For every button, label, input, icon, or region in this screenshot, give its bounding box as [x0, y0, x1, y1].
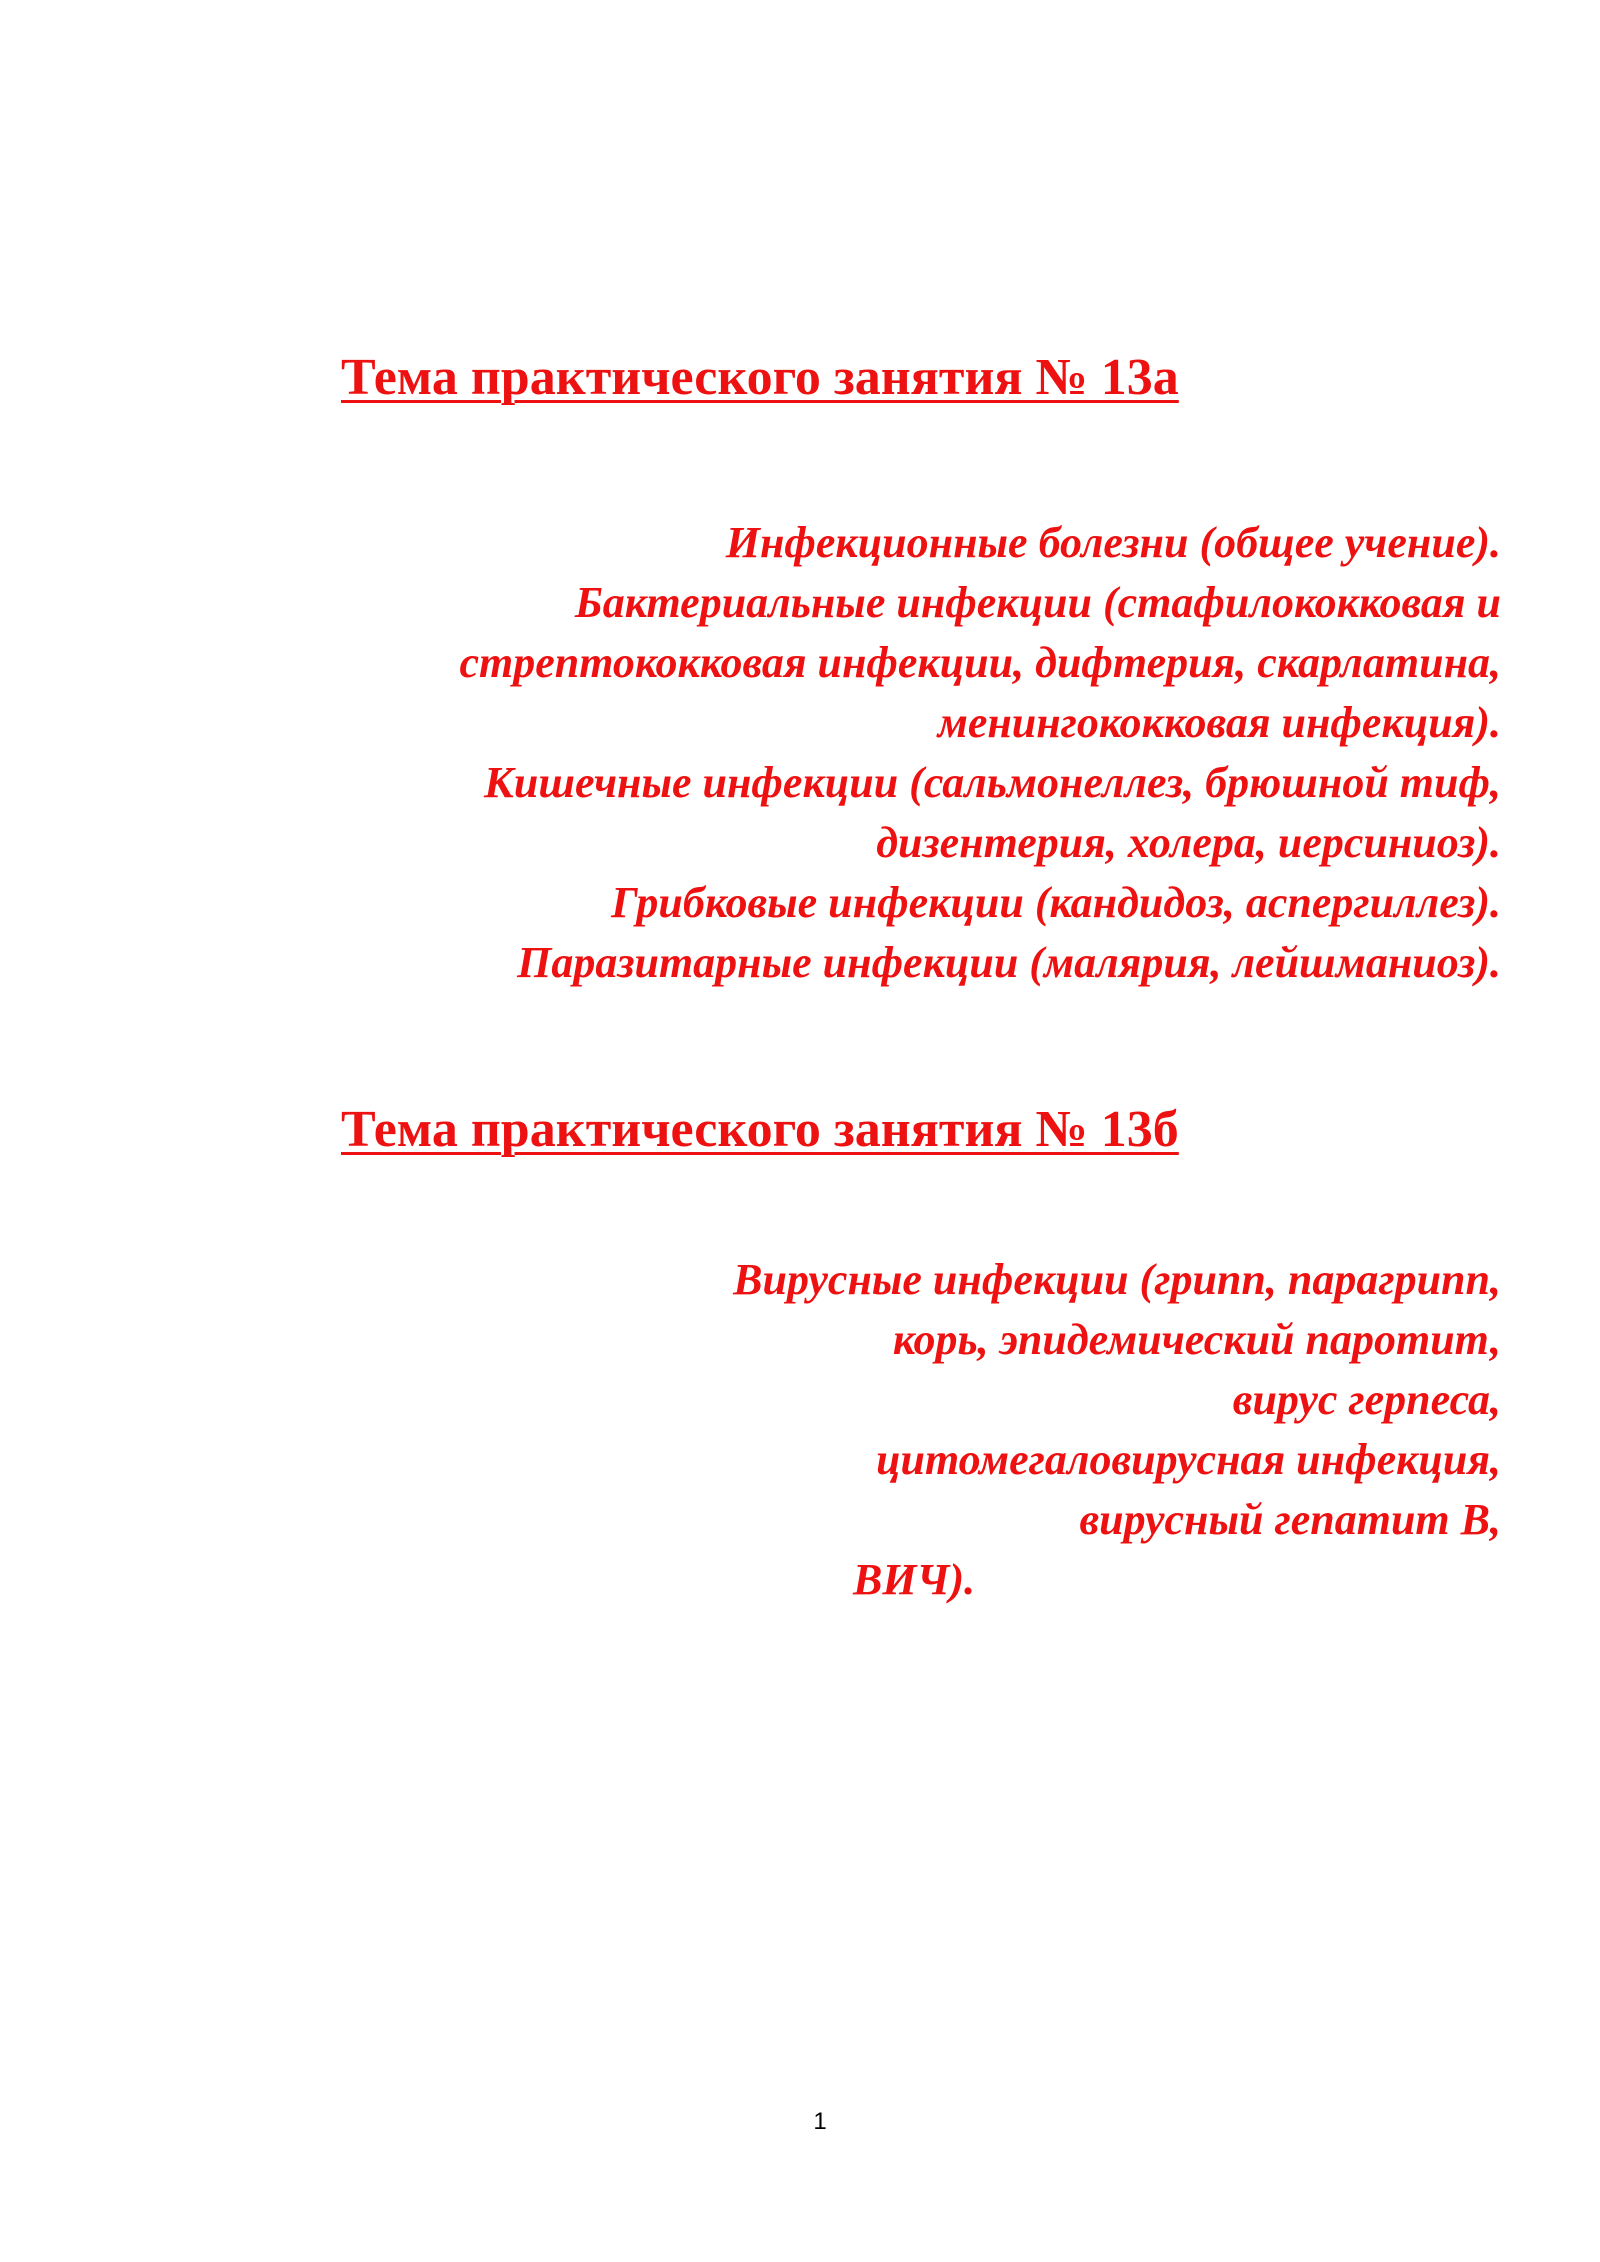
topic-line: Кишечные инфекции (сальмонеллез, брюшной тиф,: [484, 758, 1501, 807]
topic-line: Бактериальные инфекции (стафилококковая и: [574, 578, 1501, 627]
topic-line: вирусный гепатит В,: [1079, 1495, 1501, 1544]
section-a-topics: [341, 513, 1501, 993]
page-number: 1: [813, 2108, 827, 2135]
topic-line: стрептококковая инфекции, дифтерия, скарлатина,: [459, 638, 1501, 687]
topic-line: дизентерия, холера, иерсиниоз).: [876, 818, 1501, 867]
section-b-title: Тема практического занятия № 13б: [341, 1101, 1179, 1158]
topic-line: Вирусные инфекции (грипп, парагрипп,: [733, 1255, 1501, 1304]
section-a-title: Тема практического занятия № 13а: [341, 349, 1179, 406]
topic-line: Инфекционные болезни (общее учение).: [725, 518, 1501, 567]
topic-line: корь, эпидемический паротит,: [892, 1315, 1501, 1364]
topic-line: менингококковая инфекция).: [937, 698, 1501, 747]
topic-line: ВИЧ).: [853, 1555, 976, 1604]
topic-line: вирус герпеса,: [1232, 1375, 1501, 1424]
section-b-topics: [341, 1250, 1501, 1610]
topic-line: Паразитарные инфекции (малярия, лейшманиоз).: [517, 938, 1501, 987]
topic-line: цитомегаловирусная инфекция,: [876, 1435, 1501, 1484]
topic-line: Грибковые инфекции (кандидоз, аспергиллез).: [611, 878, 1501, 927]
